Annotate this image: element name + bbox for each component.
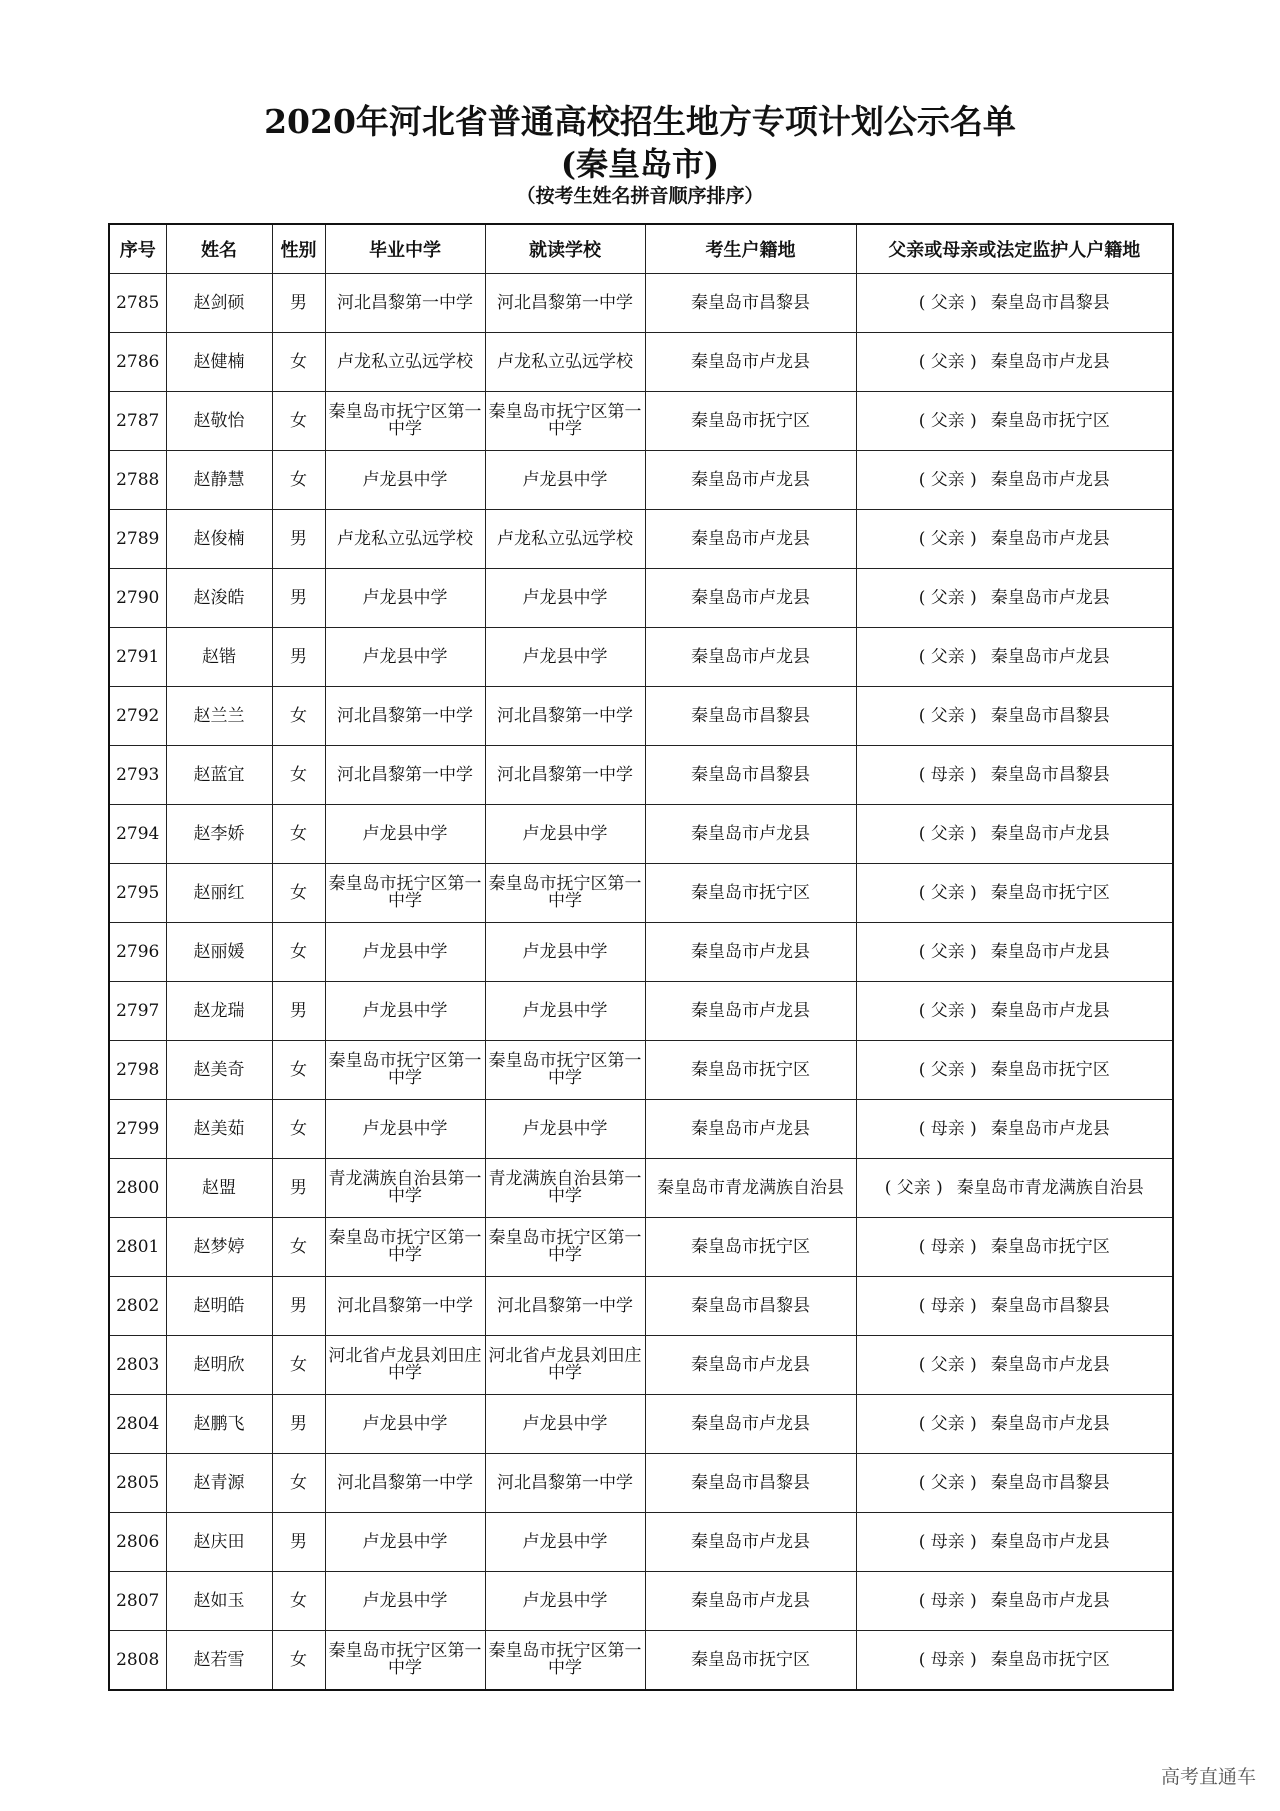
cell-gender: 女	[272, 1454, 325, 1513]
cell-current-school: 卢龙县中学	[485, 569, 645, 628]
cell-current-school: 卢龙县中学	[485, 1572, 645, 1631]
cell-name: 赵梦婷	[166, 1218, 272, 1277]
cell-name: 赵美奇	[166, 1041, 272, 1100]
table-row	[109, 1513, 1173, 1572]
table-row	[109, 746, 1173, 805]
cell-seq: 2792	[109, 687, 166, 746]
guardian-hukou-value: 秦皇岛市抚宁区	[990, 1059, 1110, 1080]
cell-gender: 女	[272, 392, 325, 451]
cell-name: 赵剑硕	[166, 274, 272, 333]
cell-guardian-hukou	[856, 451, 1173, 510]
table-row	[109, 569, 1173, 628]
cell-name: 赵丽媛	[166, 923, 272, 982]
cell-hukou: 秦皇岛市昌黎县	[645, 1277, 856, 1336]
guardian-relation: ( 母亲 )	[918, 764, 977, 785]
table-row	[109, 392, 1173, 451]
cell-gender: 男	[272, 982, 325, 1041]
cell-current-school: 卢龙私立弘远学校	[485, 510, 645, 569]
table-row	[109, 805, 1173, 864]
guardian-relation: ( 母亲 )	[918, 1531, 977, 1552]
cell-hukou: 秦皇岛市卢龙县	[645, 923, 856, 982]
table-row	[109, 628, 1173, 687]
cell-name: 赵青源	[166, 1454, 272, 1513]
cell-seq: 2801	[109, 1218, 166, 1277]
header-current-school: 就读学校	[485, 224, 645, 274]
cell-hukou: 秦皇岛市卢龙县	[645, 1336, 856, 1395]
cell-seq: 2789	[109, 510, 166, 569]
cell-name: 赵静慧	[166, 451, 272, 510]
cell-gender: 女	[272, 687, 325, 746]
cell-guardian-hukou	[856, 510, 1173, 569]
cell-grad-school: 卢龙县中学	[325, 1513, 485, 1572]
cell-seq: 2793	[109, 746, 166, 805]
cell-gender: 男	[272, 1159, 325, 1218]
cell-seq: 2790	[109, 569, 166, 628]
guardian-relation: ( 父亲 )	[918, 587, 977, 608]
cell-grad-school: 河北昌黎第一中学	[325, 1277, 485, 1336]
guardian-relation: ( 父亲 )	[918, 1413, 977, 1434]
cell-hukou: 秦皇岛市昌黎县	[645, 274, 856, 333]
cell-current-school: 秦皇岛市抚宁区第一中学	[485, 1041, 645, 1100]
guardian-hukou-value: 秦皇岛市抚宁区	[990, 882, 1110, 903]
cell-grad-school: 河北省卢龙县刘田庄中学	[325, 1336, 485, 1395]
cell-current-school: 河北昌黎第一中学	[485, 687, 645, 746]
cell-current-school: 卢龙县中学	[485, 982, 645, 1041]
cell-grad-school: 卢龙县中学	[325, 451, 485, 510]
cell-name: 赵明欣	[166, 1336, 272, 1395]
cell-guardian-hukou	[856, 1572, 1173, 1631]
cell-seq: 2795	[109, 864, 166, 923]
cell-grad-school: 青龙满族自治县第一中学	[325, 1159, 485, 1218]
cell-gender: 男	[272, 274, 325, 333]
guardian-hukou-value: 秦皇岛市卢龙县	[990, 1531, 1110, 1552]
cell-hukou: 秦皇岛市卢龙县	[645, 510, 856, 569]
cell-seq: 2788	[109, 451, 166, 510]
cell-name: 赵盟	[166, 1159, 272, 1218]
cell-hukou: 秦皇岛市卢龙县	[645, 1572, 856, 1631]
table-row	[109, 982, 1173, 1041]
cell-current-school: 河北昌黎第一中学	[485, 746, 645, 805]
cell-guardian-hukou	[856, 805, 1173, 864]
cell-guardian-hukou	[856, 982, 1173, 1041]
cell-guardian-hukou	[856, 1159, 1173, 1218]
table-row	[109, 687, 1173, 746]
cell-guardian-hukou	[856, 1631, 1173, 1691]
table-row	[109, 1159, 1173, 1218]
cell-current-school: 河北昌黎第一中学	[485, 1454, 645, 1513]
guardian-hukou-value: 秦皇岛市卢龙县	[990, 587, 1110, 608]
cell-seq: 2800	[109, 1159, 166, 1218]
cell-grad-school: 卢龙县中学	[325, 1395, 485, 1454]
cell-current-school: 卢龙县中学	[485, 1395, 645, 1454]
cell-hukou: 秦皇岛市抚宁区	[645, 864, 856, 923]
cell-grad-school: 秦皇岛市抚宁区第一中学	[325, 1041, 485, 1100]
cell-hukou: 秦皇岛市卢龙县	[645, 1395, 856, 1454]
table-row	[109, 923, 1173, 982]
cell-name: 赵鹏飞	[166, 1395, 272, 1454]
guardian-hukou-value: 秦皇岛市抚宁区	[990, 1649, 1110, 1670]
cell-guardian-hukou	[856, 687, 1173, 746]
guardian-hukou-value: 秦皇岛市卢龙县	[990, 646, 1110, 667]
cell-hukou: 秦皇岛市抚宁区	[645, 1218, 856, 1277]
cell-name: 赵龙瑞	[166, 982, 272, 1041]
cell-guardian-hukou	[856, 274, 1173, 333]
cell-seq: 2787	[109, 392, 166, 451]
cell-guardian-hukou	[856, 1218, 1173, 1277]
cell-gender: 女	[272, 746, 325, 805]
cell-grad-school: 秦皇岛市抚宁区第一中学	[325, 864, 485, 923]
cell-guardian-hukou	[856, 392, 1173, 451]
guardian-relation: ( 父亲 )	[918, 351, 977, 372]
guardian-relation: ( 母亲 )	[918, 1118, 977, 1139]
document-subtitle: (秦皇岛市)	[560, 145, 720, 183]
guardian-hukou-value: 秦皇岛市卢龙县	[990, 351, 1110, 372]
cell-current-school: 卢龙县中学	[485, 1100, 645, 1159]
guardian-relation: ( 父亲 )	[918, 882, 977, 903]
cell-grad-school: 河北昌黎第一中学	[325, 274, 485, 333]
cell-name: 赵如玉	[166, 1572, 272, 1631]
cell-grad-school: 卢龙县中学	[325, 1572, 485, 1631]
cell-hukou: 秦皇岛市卢龙县	[645, 1100, 856, 1159]
cell-current-school: 卢龙县中学	[485, 1513, 645, 1572]
roster-table	[108, 223, 1174, 1691]
cell-hukou: 秦皇岛市卢龙县	[645, 982, 856, 1041]
guardian-hukou-value: 秦皇岛市昌黎县	[990, 1295, 1110, 1316]
cell-seq: 2786	[109, 333, 166, 392]
guardian-relation: ( 父亲 )	[918, 1059, 977, 1080]
guardian-relation: ( 父亲 )	[884, 1177, 943, 1198]
cell-grad-school: 秦皇岛市抚宁区第一中学	[325, 1218, 485, 1277]
cell-seq: 2806	[109, 1513, 166, 1572]
cell-grad-school: 河北昌黎第一中学	[325, 687, 485, 746]
header-grad-school: 毕业中学	[325, 224, 485, 274]
cell-gender: 女	[272, 451, 325, 510]
guardian-relation: ( 父亲 )	[918, 528, 977, 549]
cell-current-school: 青龙满族自治县第一中学	[485, 1159, 645, 1218]
cell-current-school: 秦皇岛市抚宁区第一中学	[485, 1631, 645, 1691]
cell-current-school: 卢龙私立弘远学校	[485, 333, 645, 392]
cell-grad-school: 卢龙县中学	[325, 982, 485, 1041]
cell-seq: 2797	[109, 982, 166, 1041]
header-name: 姓名	[166, 224, 272, 274]
table-row	[109, 1218, 1173, 1277]
cell-gender: 男	[272, 628, 325, 687]
cell-current-school: 卢龙县中学	[485, 451, 645, 510]
cell-seq: 2799	[109, 1100, 166, 1159]
cell-seq: 2794	[109, 805, 166, 864]
cell-hukou: 秦皇岛市卢龙县	[645, 1513, 856, 1572]
cell-grad-school: 卢龙私立弘远学校	[325, 510, 485, 569]
cell-grad-school: 卢龙县中学	[325, 1100, 485, 1159]
cell-hukou: 秦皇岛市卢龙县	[645, 333, 856, 392]
cell-seq: 2791	[109, 628, 166, 687]
guardian-relation: ( 母亲 )	[918, 1295, 977, 1316]
sort-note: （按考生姓名拼音顺序排序）	[516, 185, 764, 207]
header-guardian-hukou: 父亲或母亲或法定监护人户籍地	[856, 224, 1173, 274]
cell-grad-school: 河北昌黎第一中学	[325, 746, 485, 805]
guardian-hukou-value: 秦皇岛市抚宁区	[990, 410, 1110, 431]
cell-hukou: 秦皇岛市昌黎县	[645, 1454, 856, 1513]
cell-gender: 女	[272, 1631, 325, 1691]
cell-guardian-hukou	[856, 1454, 1173, 1513]
cell-gender: 女	[272, 1572, 325, 1631]
cell-hukou: 秦皇岛市青龙满族自治县	[645, 1159, 856, 1218]
cell-hukou: 秦皇岛市卢龙县	[645, 451, 856, 510]
guardian-hukou-value: 秦皇岛市昌黎县	[990, 292, 1110, 313]
table-row	[109, 1277, 1173, 1336]
cell-current-school: 河北昌黎第一中学	[485, 1277, 645, 1336]
table-header-row	[109, 224, 1173, 274]
table-row	[109, 1100, 1173, 1159]
guardian-hukou-value: 秦皇岛市昌黎县	[990, 705, 1110, 726]
cell-seq: 2798	[109, 1041, 166, 1100]
cell-guardian-hukou	[856, 1277, 1173, 1336]
cell-seq: 2796	[109, 923, 166, 982]
cell-hukou: 秦皇岛市昌黎县	[645, 746, 856, 805]
table-row	[109, 333, 1173, 392]
cell-name: 赵丽红	[166, 864, 272, 923]
guardian-relation: ( 父亲 )	[918, 823, 977, 844]
guardian-hukou-value: 秦皇岛市抚宁区	[990, 1236, 1110, 1257]
cell-current-school: 秦皇岛市抚宁区第一中学	[485, 864, 645, 923]
table-row	[109, 274, 1173, 333]
cell-hukou: 秦皇岛市卢龙县	[645, 805, 856, 864]
cell-hukou: 秦皇岛市抚宁区	[645, 392, 856, 451]
cell-grad-school: 卢龙县中学	[325, 923, 485, 982]
cell-current-school: 河北省卢龙县刘田庄中学	[485, 1336, 645, 1395]
guardian-relation: ( 父亲 )	[918, 941, 977, 962]
table-row	[109, 864, 1173, 923]
cell-grad-school: 卢龙县中学	[325, 628, 485, 687]
cell-name: 赵敬怡	[166, 392, 272, 451]
cell-current-school: 秦皇岛市抚宁区第一中学	[485, 1218, 645, 1277]
guardian-relation: ( 母亲 )	[918, 1236, 977, 1257]
cell-name: 赵庆田	[166, 1513, 272, 1572]
table-row	[109, 1041, 1173, 1100]
cell-gender: 女	[272, 1336, 325, 1395]
cell-hukou: 秦皇岛市卢龙县	[645, 569, 856, 628]
cell-gender: 女	[272, 864, 325, 923]
table-body	[109, 274, 1173, 1691]
guardian-relation: ( 父亲 )	[918, 646, 977, 667]
cell-gender: 女	[272, 805, 325, 864]
cell-name: 赵锴	[166, 628, 272, 687]
cell-name: 赵美茹	[166, 1100, 272, 1159]
guardian-hukou-value: 秦皇岛市卢龙县	[990, 1000, 1110, 1021]
cell-name: 赵兰兰	[166, 687, 272, 746]
guardian-relation: ( 父亲 )	[918, 469, 977, 490]
cell-hukou: 秦皇岛市昌黎县	[645, 687, 856, 746]
table-row	[109, 451, 1173, 510]
cell-gender: 女	[272, 1218, 325, 1277]
cell-name: 赵俊楠	[166, 510, 272, 569]
cell-grad-school: 秦皇岛市抚宁区第一中学	[325, 392, 485, 451]
cell-guardian-hukou	[856, 1395, 1173, 1454]
table-row	[109, 510, 1173, 569]
cell-hukou: 秦皇岛市卢龙县	[645, 628, 856, 687]
cell-gender: 男	[272, 1513, 325, 1572]
cell-current-school: 秦皇岛市抚宁区第一中学	[485, 392, 645, 451]
document-title: 2020年河北省普通高校招生地方专项计划公示名单	[264, 102, 1016, 141]
guardian-relation: ( 父亲 )	[918, 1472, 977, 1493]
guardian-relation: ( 父亲 )	[918, 1354, 977, 1375]
guardian-hukou-value: 秦皇岛市卢龙县	[990, 1118, 1110, 1139]
cell-seq: 2805	[109, 1454, 166, 1513]
cell-guardian-hukou	[856, 864, 1173, 923]
guardian-relation: ( 父亲 )	[918, 705, 977, 726]
cell-guardian-hukou	[856, 746, 1173, 805]
table-row	[109, 1454, 1173, 1513]
guardian-hukou-value: 秦皇岛市卢龙县	[990, 823, 1110, 844]
cell-gender: 男	[272, 1395, 325, 1454]
guardian-hukou-value: 秦皇岛市昌黎县	[990, 1472, 1110, 1493]
header-hukou: 考生户籍地	[645, 224, 856, 274]
cell-name: 赵健楠	[166, 333, 272, 392]
cell-current-school: 卢龙县中学	[485, 805, 645, 864]
cell-name: 赵浚皓	[166, 569, 272, 628]
guardian-hukou-value: 秦皇岛市卢龙县	[990, 1413, 1110, 1434]
cell-gender: 女	[272, 333, 325, 392]
cell-seq: 2807	[109, 1572, 166, 1631]
guardian-hukou-value: 秦皇岛市卢龙县	[990, 1354, 1110, 1375]
guardian-hukou-value: 秦皇岛市卢龙县	[990, 941, 1110, 962]
cell-guardian-hukou	[856, 569, 1173, 628]
cell-hukou: 秦皇岛市抚宁区	[645, 1041, 856, 1100]
cell-hukou: 秦皇岛市抚宁区	[645, 1631, 856, 1691]
cell-gender: 女	[272, 923, 325, 982]
guardian-relation: ( 父亲 )	[918, 410, 977, 431]
guardian-relation: ( 父亲 )	[918, 1000, 977, 1021]
cell-current-school: 河北昌黎第一中学	[485, 274, 645, 333]
cell-gender: 女	[272, 1041, 325, 1100]
table-row	[109, 1631, 1173, 1691]
guardian-relation: ( 母亲 )	[918, 1649, 977, 1670]
cell-gender: 男	[272, 1277, 325, 1336]
cell-name: 赵明皓	[166, 1277, 272, 1336]
cell-grad-school: 秦皇岛市抚宁区第一中学	[325, 1631, 485, 1691]
cell-grad-school: 河北昌黎第一中学	[325, 1454, 485, 1513]
cell-current-school: 卢龙县中学	[485, 628, 645, 687]
table-row	[109, 1572, 1173, 1631]
cell-name: 赵若雪	[166, 1631, 272, 1691]
guardian-relation: ( 父亲 )	[918, 292, 977, 313]
guardian-hukou-value: 秦皇岛市青龙满族自治县	[956, 1177, 1144, 1198]
cell-guardian-hukou	[856, 628, 1173, 687]
header-seq: 序号	[109, 224, 166, 274]
cell-guardian-hukou	[856, 1041, 1173, 1100]
guardian-relation: ( 母亲 )	[918, 1590, 977, 1611]
cell-name: 赵蓝宜	[166, 746, 272, 805]
cell-seq: 2802	[109, 1277, 166, 1336]
cell-seq: 2785	[109, 274, 166, 333]
cell-seq: 2804	[109, 1395, 166, 1454]
cell-gender: 男	[272, 510, 325, 569]
cell-guardian-hukou	[856, 1100, 1173, 1159]
cell-seq: 2808	[109, 1631, 166, 1691]
cell-current-school: 卢龙县中学	[485, 923, 645, 982]
cell-name: 赵李娇	[166, 805, 272, 864]
cell-grad-school: 卢龙县中学	[325, 805, 485, 864]
cell-guardian-hukou	[856, 1336, 1173, 1395]
cell-seq: 2803	[109, 1336, 166, 1395]
cell-guardian-hukou	[856, 923, 1173, 982]
guardian-hukou-value: 秦皇岛市昌黎县	[990, 764, 1110, 785]
table-row	[109, 1336, 1173, 1395]
cell-grad-school: 卢龙私立弘远学校	[325, 333, 485, 392]
cell-grad-school: 卢龙县中学	[325, 569, 485, 628]
header-gender: 性别	[272, 224, 325, 274]
guardian-hukou-value: 秦皇岛市卢龙县	[990, 469, 1110, 490]
cell-guardian-hukou	[856, 333, 1173, 392]
table-row	[109, 1395, 1173, 1454]
guardian-hukou-value: 秦皇岛市卢龙县	[990, 528, 1110, 549]
cell-gender: 男	[272, 569, 325, 628]
watermark-text: 高考直通车	[1160, 1766, 1256, 1788]
cell-gender: 女	[272, 1100, 325, 1159]
cell-guardian-hukou	[856, 1513, 1173, 1572]
guardian-hukou-value: 秦皇岛市卢龙县	[990, 1590, 1110, 1611]
